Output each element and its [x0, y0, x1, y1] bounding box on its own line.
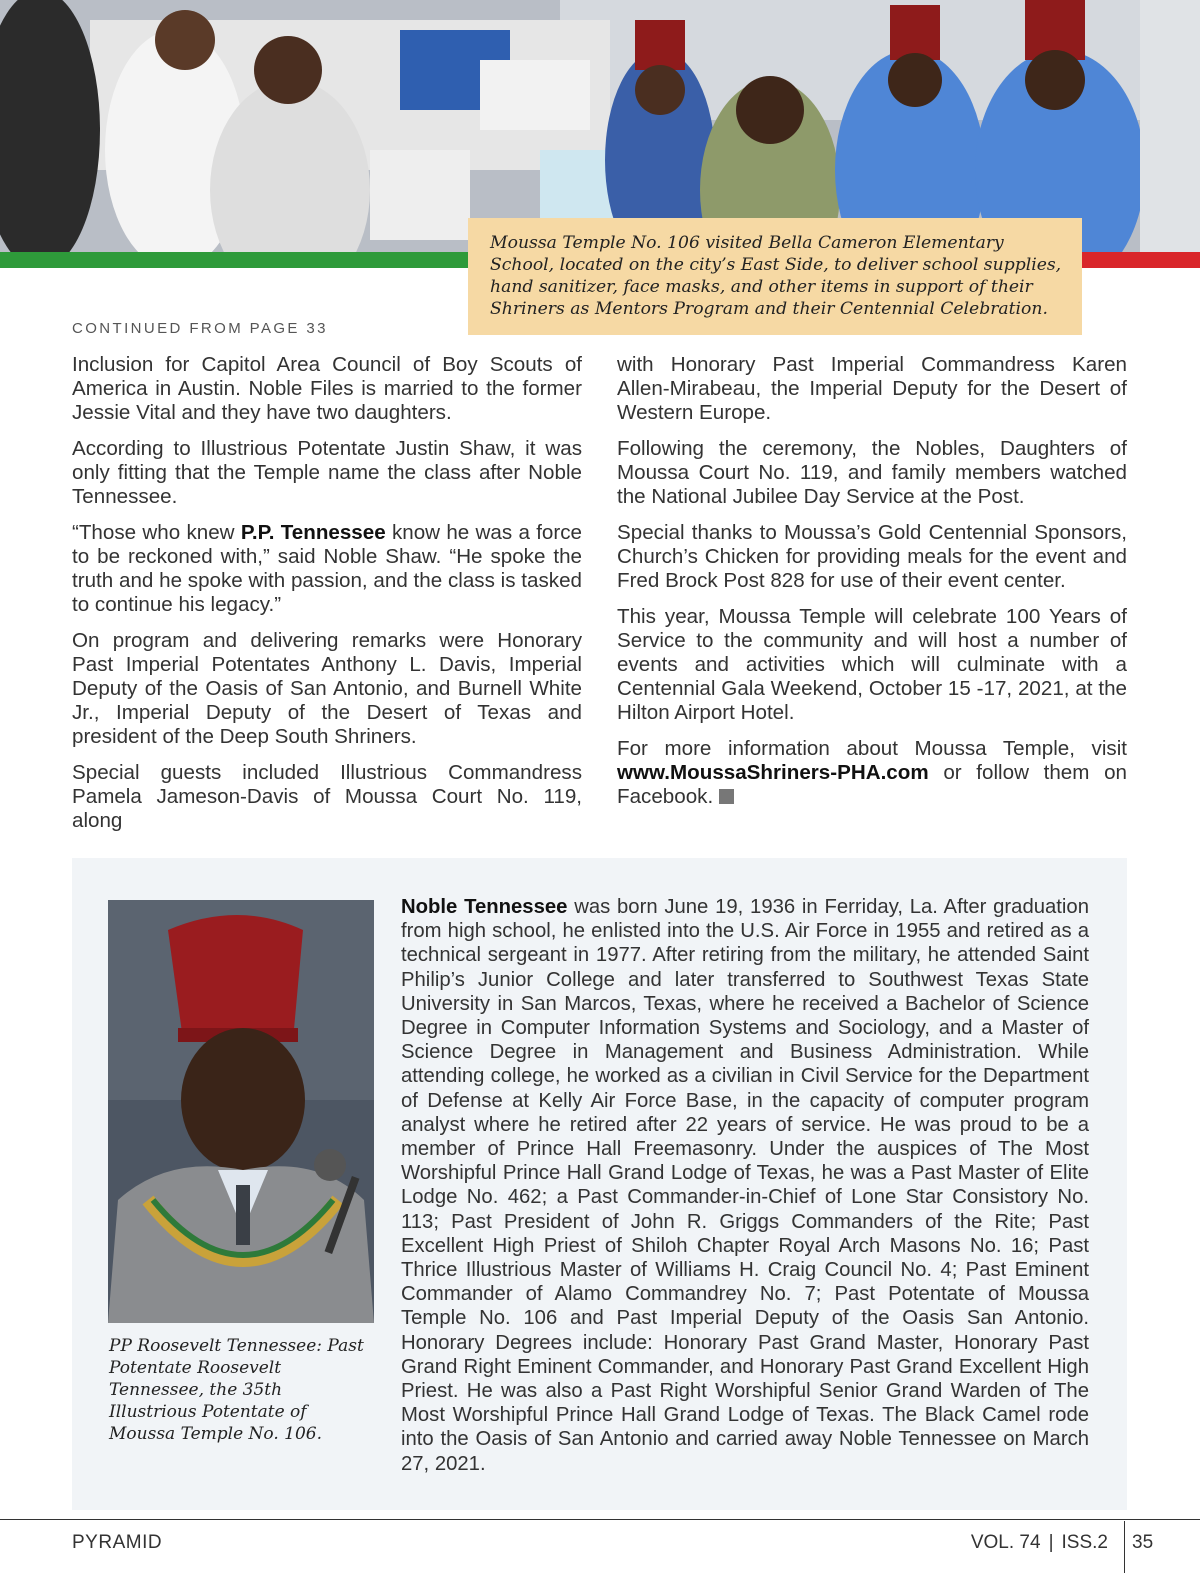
portrait-illustration — [108, 900, 374, 1323]
bio-text — [401, 895, 1089, 1476]
portrait-caption: PP Roosevelt Tennessee: Past Potentate Roosevelt Tennessee, the 35th Illustrious Potentate of Moussa Temple No. 106. — [109, 1336, 364, 1444]
paragraph: with Honorary Past Imperial Commandress Karen Allen-Mirabeau, the Imperial Deputy for the Desert of Western Europe. — [617, 353, 1127, 424]
info-text-end: or follow them on Facebook. — [617, 761, 1127, 808]
article-left-column — [72, 353, 582, 845]
photo-caption: Moussa Temple No. 106 visited Bella Cameron Elementary School, located on the city’s East Side, to deliver school supplies, hand sanitizer, face masks, and other items in support of their Shriners as Mentors Program and their Centennial Celebration. — [490, 233, 1062, 319]
portrait-photo — [108, 900, 374, 1323]
top-photo — [0, 0, 1200, 252]
page-number: 35 — [1132, 1532, 1154, 1553]
quote-start: “Those who knew — [72, 521, 241, 544]
group-photo-illustration — [0, 0, 1200, 252]
paragraph: This year, Moussa Temple will celebrate 100 Years of Service to the community and will host a number of events and activities which will culminate with a Centennial Gala Weekend, October 15 -17, 2021, at the Hilton Airport Hotel. — [617, 605, 1127, 724]
photo-caption-box — [468, 218, 1082, 335]
footer-issue-info — [971, 1532, 1108, 1554]
paragraph: Special thanks to Moussa’s Gold Centennial Sponsors, Church’s Chicken for providing meals for the event and Fred Brock Post 828 for use of their event center. — [617, 521, 1127, 592]
footer-publication: PYRAMID — [72, 1532, 163, 1553]
info-text: For more information about Moussa Temple, visit — [617, 737, 1127, 760]
bold-name: P.P. Tennessee — [240, 521, 386, 544]
bio-name: Noble Tennessee — [401, 896, 568, 918]
paragraph: On program and delivering remarks were Honorary Past Imperial Potentates Anthony L. Davis, Imperial Deputy of the Oasis of San Antonio, and Burnell White Jr., Imperial Deputy of the Desert of Texas and president of the Deep South Shriners. — [72, 629, 582, 748]
quote-rest: know he was a force to be reckoned with,” said Noble Shaw. “He spoke the truth and he spoke with passion, and the class is tasked to continue his legacy.” — [72, 521, 582, 616]
footer-separator: | — [1048, 1532, 1054, 1553]
paragraph: Following the ceremony, the Nobles, Daughters of Moussa Court No. 119, and family members watched the National Jubilee Day Service at the Post. — [617, 437, 1127, 508]
continued-label: CONTINUED FROM PAGE 33 — [72, 320, 328, 337]
paragraph — [617, 737, 1127, 809]
bio-body: was born June 19, 1936 in Ferriday, La. After graduation from high school, he enlisted into the U.S. Air Force in 1955 and retired as a technical sergeant in 1977. After retiring from the military, he attended Saint Philip’s Junior College and later transferred to Southwest Texas State University in San Marcos, Texas, where he received a Bachelor of Science Degree in Computer Information Systems and Sociology, and a Master of Science Degree in Management and Business Administration. While attending college, he worked as a civilian in Civil Service for the Department of Defense at Kelly Air Force Base, in the capacity of computer program analyst where he retired after 22 years of service. He was proud to be a member of Prince Hall Freemasonry. Under the auspices of The Most Worshipful Prince Hall Grand Lodge of Texas, he was a Past Master of Elite Lodge No. 462; a Past Commander-in-Chief of Lone Star Consistory No. 113; Past President of John R. Griggs Commanders of the Rite; Past Excellent High Priest of Shiloh Chapter Royal Arch Masons No. 16; Past Thrice Illustrious Master of Williams H. Craig Council No. 4; Past Eminent Commander of Alamo Commandrey No. 7; Past Potentate of Moussa Temple No. 106 and Past Imperial Deputy of the Oasis San Antonio. Honorary Degrees include: Honorary Past Grand Master, Honorary Past Grand Right Eminent Commander, and Honorary Past Grand Excellent High Priest. He was also a Past Right Worshipful Senior Grand Warden of The Most Worshipful Prince Hall Grand Lodge of Texas. The Black Camel rode into the Oasis of San Antonio and carried away Noble Tennessee on March 27, 2021. — [401, 896, 1089, 1475]
footer-volume: VOL. 74 — [970, 1532, 1041, 1553]
article-right-column — [617, 353, 1127, 821]
paragraph: Special guests included Illustrious Commandress Pamela Jameson-Davis of Moussa Court No. 119, along — [72, 761, 582, 832]
paragraph — [72, 521, 582, 617]
paragraph: Inclusion for Capitol Area Council of Boy Scouts of America in Austin. Noble Files is married to the former Jessie Vital and they have two daughters. — [72, 353, 582, 424]
website-link[interactable]: www.MoussaShriners-PHA.com — [617, 761, 929, 784]
paragraph: According to Illustrious Potentate Justin Shaw, it was only fitting that the Temple name the class after Noble Tennessee. — [72, 437, 582, 508]
footer-issue: ISS.2 — [1061, 1532, 1108, 1553]
end-mark-icon — [719, 789, 734, 804]
footer-rule — [0, 1519, 1200, 1520]
footer-vertical-rule — [1124, 1521, 1125, 1573]
